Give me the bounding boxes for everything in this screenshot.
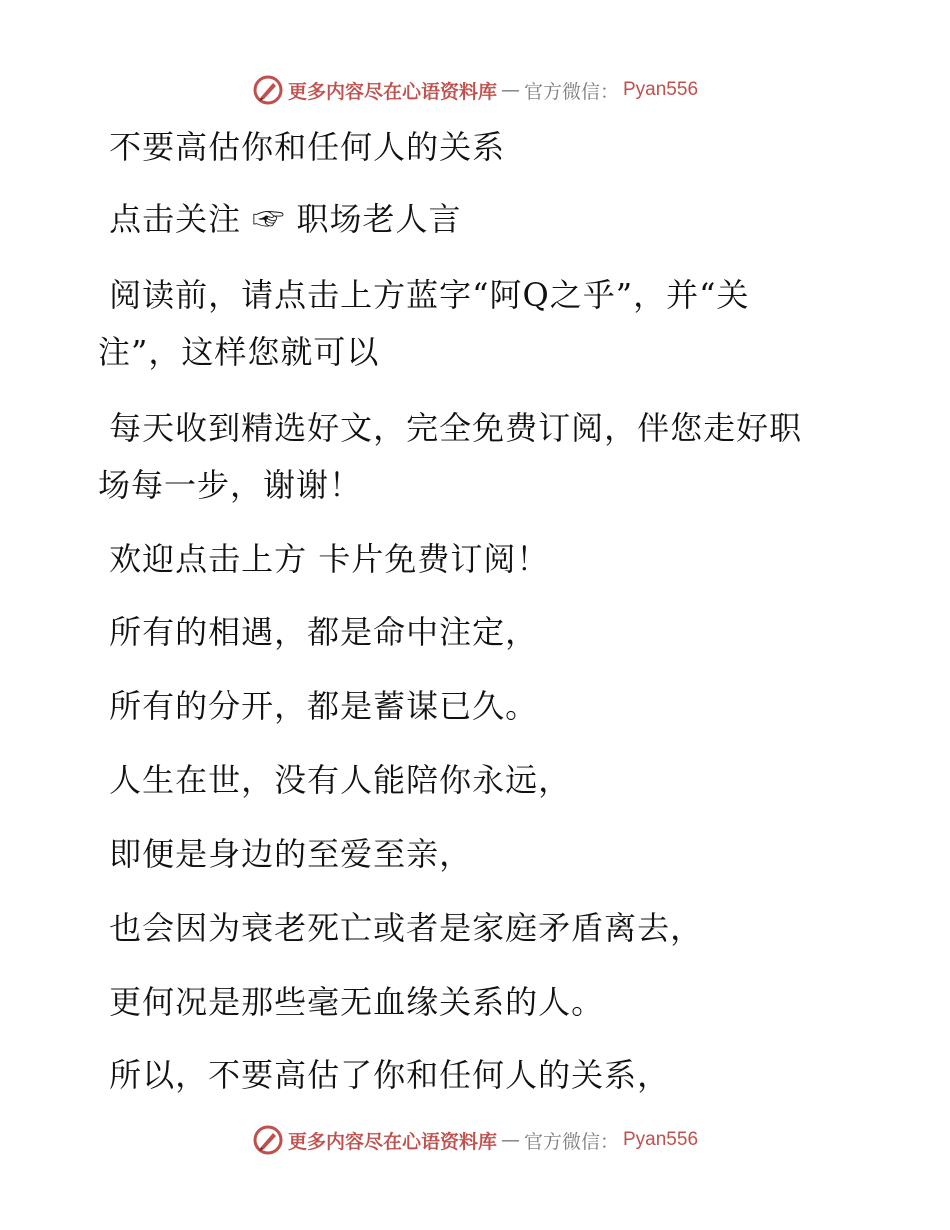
footer-watermark <box>0 1122 950 1158</box>
watermark-separator: — <box>500 1129 520 1151</box>
text-line: 注”，这样您就可以 <box>98 333 380 371</box>
text-line: 所有的相遇，都是命中注定， <box>98 613 539 651</box>
text-line: 欢迎点击上方 卡片免费订阅！ <box>98 540 550 578</box>
text-line: 所有的分开，都是蓄谋已久。 <box>98 687 539 725</box>
watermark-wechat-id: Pyan556 <box>623 1129 699 1150</box>
text-line: 也会因为衰老死亡或者是家庭矛盾离去， <box>98 909 704 947</box>
watermark-separator: — <box>500 79 520 101</box>
pen-logo-icon <box>252 74 284 106</box>
watermark-wechat-label: 官方微信： <box>523 1130 619 1153</box>
text-line: 场每一步，谢谢！ <box>98 466 363 504</box>
text-line: 阅读前，请点击上方蓝字“阿Q之乎”，并“关 <box>98 276 750 314</box>
watermark-wechat-id: Pyan556 <box>623 79 699 100</box>
text-line: 所以，不要高估了你和任何人的关系， <box>98 1056 671 1094</box>
text-line: 点击关注 ☞ 职场老人言 <box>98 200 462 238</box>
header-watermark <box>0 72 950 108</box>
text-line: 每天收到精选好文，完全免费订阅，伴您走好职 <box>98 409 803 447</box>
text-line: 即便是身边的至爱至亲， <box>98 835 473 873</box>
watermark-red-text: 更多内容尽在心语资料库 <box>287 1130 497 1153</box>
watermark-wechat-label: 官方微信： <box>523 80 619 103</box>
text-line: 不要高估你和任何人的关系 <box>98 128 506 166</box>
text-line: 人生在世，没有人能陪你永远， <box>98 761 572 799</box>
watermark-red-text: 更多内容尽在心语资料库 <box>287 80 497 103</box>
text-line: 更何况是那些毫无血缘关系的人。 <box>98 983 605 1021</box>
pen-logo-icon <box>252 1124 284 1156</box>
